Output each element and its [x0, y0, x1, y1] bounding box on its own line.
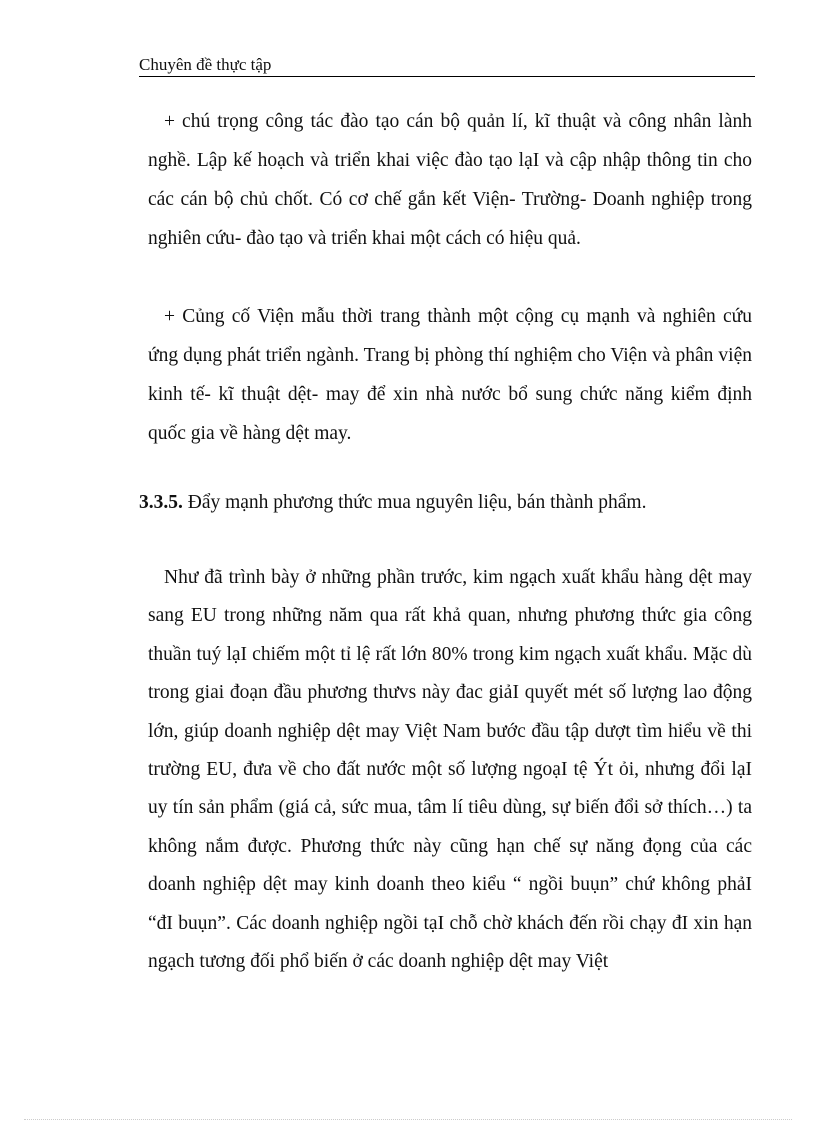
paragraph-institute: [148, 297, 752, 453]
page-bottom-border: [24, 1119, 792, 1120]
paragraph-training: [148, 102, 752, 258]
body-paragraph-block: [148, 559, 752, 981]
paragraph-text: + chú trọng công tác đào tạo cán bộ quản lí, kĩ thuật và công nhân lành nghề. Lập kế hoạch và triển khai việc đào tạo lạI và cập nhập thông tin cho các cán bộ chủ chốt. Có cơ chế gắn kết Viện- Trường- Doanh nghiệp trong nghiên cứu- đào tạo và triển khai một cách có hiệu quả.: [148, 111, 752, 249]
body-paragraph: Như đã trình bày ở những phần trước, kim ngạch xuất khẩu hàng dệt may sang EU trong những năm qua rất khả quan, nhưng phương thức gia công thuần tuý lạI chiếm một tỉ lệ rất lớn 80% trong kim ngạch xuất khẩu. Mặc dù trong giai đoạn đầu phương thưvs này đac giảI quyết mét số lượng lao động lớn, giúp doanh nghiệp dệt may Việt Nam bước đầu tập dượt tìm hiểu về thi trường EU, đưa về cho đất nước một số lượng ngoạI tệ Ýt ỏi, nhưng đổi lạI uy tín sản phẩm (giá cả, sức mua, tâm lí tiêu dùng, sự biến đổi sở thích…) ta không nắm được. Phương thức này cũng hạn chế sự năng đọng của các doanh nghiệp dệt may kinh doanh theo kiểu “ ngồi buụn” chứ không phảI “đI buụn”. Các doanh nghiệp ngồi tạI chỗ chờ khách đến rồi chạy đI xin hạn ngạch tương đối phổ biến ở các doanh nghiệp dệt may Việt: [148, 567, 752, 973]
page-header: [139, 52, 755, 77]
section-number: 3.3.5.: [139, 492, 183, 513]
paragraph-text: + Củng cố Viện mẫu thời trang thành một cộng cụ mạnh và nghiên cứu ứng dụng phát triển ngành. Trang bị phòng thí nghiệm cho Viện và phân viện kinh tế- kĩ thuật dệt- may để xin nhà nước bổ sung chức năng kiểm định quốc gia về hàng dệt may.: [148, 306, 752, 444]
section-title: Đẩy mạnh phương thức mua nguyên liệu, bán thành phẩm.: [187, 492, 647, 513]
header-title: Chuyên đề thực tập: [139, 55, 272, 74]
section-heading: [139, 487, 755, 519]
